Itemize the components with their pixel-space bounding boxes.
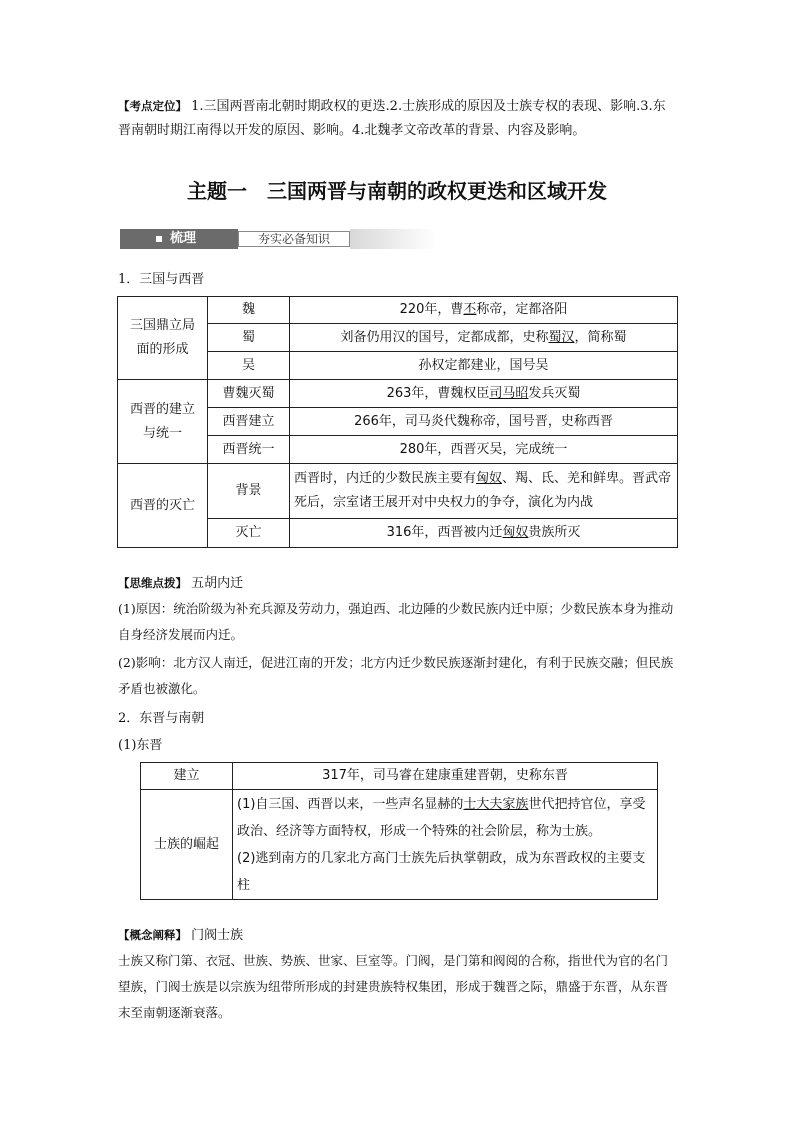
- group-label: 三国鼎立局 面的形成: [118, 297, 208, 380]
- row-value: 263年，曹魏权臣司马昭发兵灭蜀: [290, 380, 678, 408]
- section-banner: [120, 229, 436, 249]
- concept-tag: 【概念阐释】: [118, 928, 187, 942]
- concept-heading: [118, 926, 243, 945]
- thinking-cause: (1)原因：统治阶级为补充兵源及劳动力，强迫西、北边陲的少数民族内迁中原；少数民族本身为推动自身经济发展而内迁。: [118, 601, 674, 642]
- row-value: 316年，西晋被内迁匈奴贵族所灭: [290, 519, 678, 548]
- row-key: 蜀: [208, 324, 290, 352]
- concept-title: 门阀士族: [191, 928, 244, 943]
- row-key: 士族的崛起: [141, 790, 233, 900]
- square-bullet-icon: [156, 236, 162, 242]
- row-value: 317年，司马睿在建康重建晋朝，史称东晋: [233, 763, 658, 790]
- section2-sub: (1)东晋: [118, 738, 163, 753]
- eastern-jin-table: [140, 762, 658, 900]
- banner-right-text: 夯实必备知识: [238, 231, 350, 247]
- row-value: (1)自三国、西晋以来，一些声名显赫的士大夫家族世代把持官位，享受政治、经济等方面特权，形成一个特殊的社会阶层，称为士族。 (2)逃到南方的几家北方高门士族先后执掌朝政，成为东晋政权的主要支柱: [233, 790, 658, 900]
- concept-text: 士族又称门第、衣冠、世族、势族、世家、巨室等。门阀，是门第和阀阅的合称，指世代为官的名门望族，门阀士族是以宗族为纽带所形成的封建贵族特权集团，形成于魏晋之际，鼎盛于东晋，从东晋末至南朝逐渐衰落。: [118, 953, 669, 1020]
- table-row: [118, 464, 678, 519]
- row-key: 吴: [208, 352, 290, 380]
- three-kingdoms-table: [117, 296, 678, 548]
- table-row: [141, 790, 658, 900]
- intro-text: 1.三国两晋南北朝时期政权的更迭.2.士族形成的原因及士族专权的表现、影响.3.东晋南朝时期江南得以开发的原因、影响。4.北魏孝文帝改革的背景、内容及影响。: [118, 99, 666, 138]
- row-key: 西晋统一: [208, 436, 290, 464]
- group-label: 西晋的建立 与统一: [118, 380, 208, 464]
- row-key: 灭亡: [208, 519, 290, 548]
- main-title: 主题一 三国两晋与南朝的政权更迭和区域开发: [187, 179, 607, 203]
- thinking-impact: (2)影响：北方汉人南迁，促进江南的开发；北方内迁少数民族逐渐封建化，有利于民族交融；但民族矛盾也被激化。: [118, 655, 674, 696]
- row-value: 西晋时，内迁的少数民族主要有匈奴、羯、氐、羌和鲜卑。晋武帝死后，宗室诸王展开对中央权力的争夺，演化为内战: [290, 464, 678, 519]
- row-value: 266年，司马炎代魏称帝，国号晋，史称西晋: [290, 408, 678, 436]
- table-row: [118, 297, 678, 324]
- row-key: 曹魏灭蜀: [208, 380, 290, 408]
- row-value: 220年，曹丕称帝，定都洛阳: [290, 297, 678, 324]
- row-key: 魏: [208, 297, 290, 324]
- banner-dark-label: [120, 229, 238, 249]
- row-key: 背景: [208, 464, 290, 519]
- section1-heading: 1．三国与西晋: [118, 272, 205, 287]
- banner-left-text: 梳理: [170, 231, 197, 246]
- group-label: 西晋的灭亡: [118, 464, 208, 548]
- section2-heading: 2．东晋与南朝: [118, 711, 205, 726]
- row-key: 西晋建立: [208, 408, 290, 436]
- row-key: 建立: [141, 763, 233, 790]
- row-value: 280年，西晋灭吴，完成统一: [290, 436, 678, 464]
- table-row: [141, 763, 658, 790]
- table-row: [118, 380, 678, 408]
- thinking-title: 五胡内迁: [191, 576, 244, 591]
- row-value: 刘备仍用汉的国号，定都成都，史称蜀汉，简称蜀: [290, 324, 678, 352]
- intro-paragraph: [118, 94, 678, 143]
- intro-tag: 【考点定位】: [118, 99, 187, 113]
- thinking-heading: [118, 574, 243, 593]
- banner-fade: [350, 229, 436, 249]
- row-value-2: (2)逃到南方的几家北方高门士族先后执掌朝政，成为东晋政权的主要支柱: [237, 850, 646, 893]
- row-value: 孙权定都建业，国号吴: [290, 352, 678, 380]
- thinking-tag: 【思维点拨】: [118, 576, 187, 590]
